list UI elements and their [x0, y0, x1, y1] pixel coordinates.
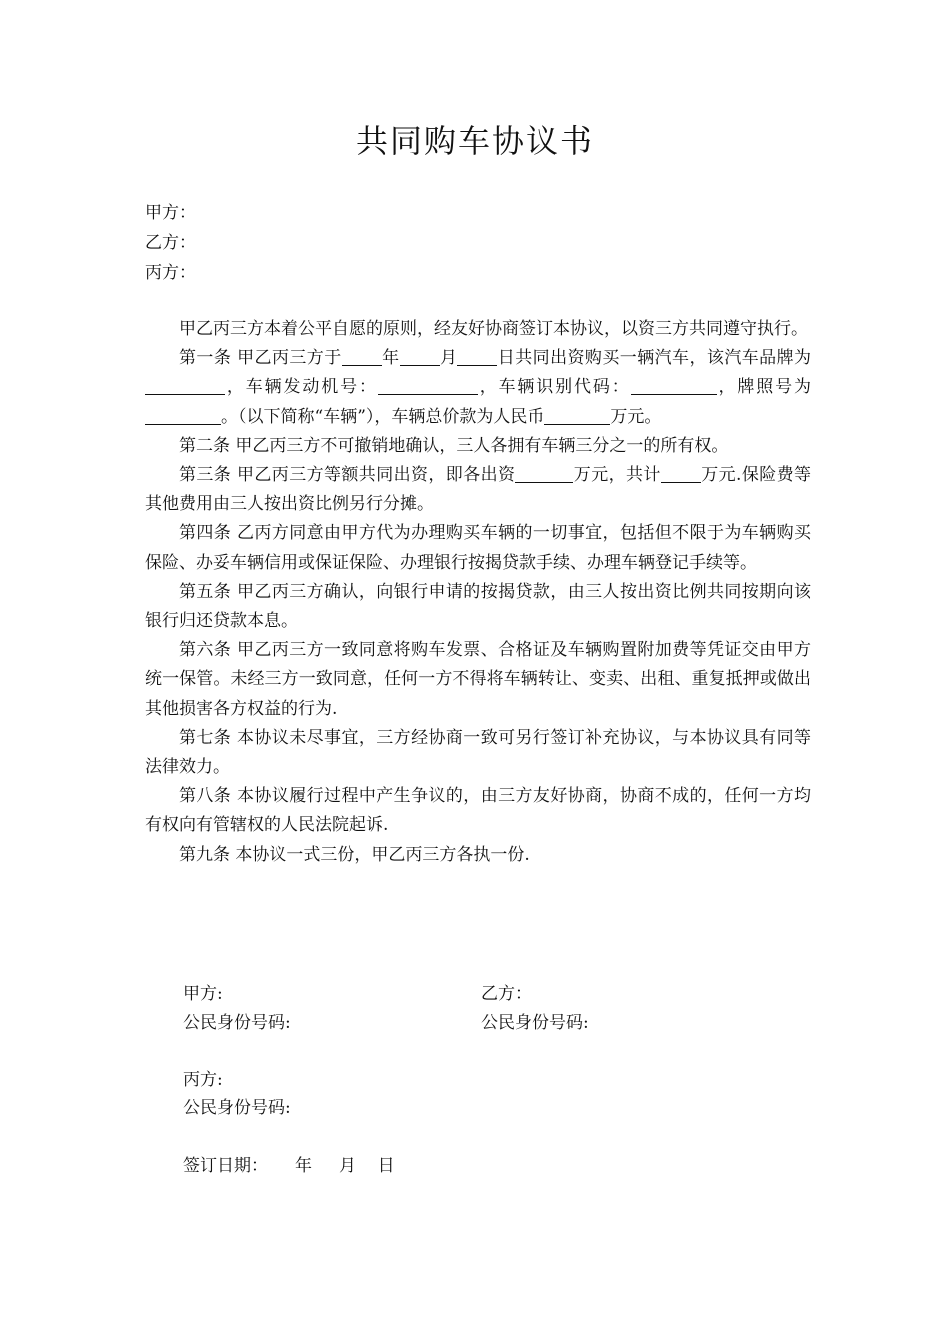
signature-party-c: 丙方: — [183, 1070, 223, 1090]
article-5: 第五条 甲乙丙三方确认，向银行申请的按揭贷款，由三人按出资比例共同按期向该银行归还贷款本息。 — [145, 581, 811, 632]
article-1: 第一条 甲乙丙三方于 年 月 日共同出资购买一辆汽车，该汽车品牌为，车辆发动机号： ，车辆识别代码： ，牌照号为。（以下简称“车辆”），车辆总价款为人民币 万元。 — [145, 344, 811, 432]
brand-blank — [145, 377, 225, 395]
article-3: 第三条 甲乙丙三方等额共同出资，即各出资 万元，共计 万元.保险费等其他费用由三人按出资比例另行分摊。 — [145, 465, 812, 515]
month-blank — [400, 348, 440, 366]
article-9: 第九条 本协议一式三份，甲乙丙三方各执一份. — [179, 844, 530, 865]
article-2: 第二条 甲乙丙三方不可撤销地确认，三人各拥有车辆三分之一的所有权。 — [179, 435, 729, 456]
total-price-blank — [544, 407, 610, 425]
plate-number-blank — [145, 407, 221, 425]
party-a-label: 甲方： — [145, 203, 196, 223]
party-b-label: 乙方： — [145, 233, 196, 253]
article-8: 第八条 本协议履行过程中产生争议的，由三方友好协商，协商不成的，任何一方均有权向有管辖权的人民法院起诉. — [145, 786, 811, 836]
article-6: 第六条 甲乙丙三方一致同意将购车发票、合格证及车辆购置附加费等凭证交由甲方统一保管。未经三方一致同意，任何一方不得将车辆转让、变卖、出租、重复抵押或做出其他损害各方权益的行为. — [145, 640, 811, 719]
vin-blank — [631, 377, 717, 395]
article-4: 第四条 乙丙方同意由甲方代为办理购买车辆的一切事宜，包括但不限于为车辆购买保险、办妥车辆信用或保证保险、办理银行按揭贷款手续、办理车辆登记手续等。 — [145, 523, 811, 573]
signature-party-a: 甲方: — [183, 984, 223, 1004]
day-blank — [457, 348, 497, 366]
document-title: 共同购车协议书 — [355, 122, 594, 160]
agreement-body — [145, 315, 811, 870]
intro-paragraph: 甲乙丙三方本着公平自愿的原则，经友好协商签订本协议，以资三方共同遵守执行。 — [179, 319, 808, 339]
contribution-blank — [515, 465, 573, 483]
total-contribution-blank — [661, 465, 701, 483]
signature-party-b-id: 公民身份号码: — [481, 1013, 589, 1033]
signing-date: 签订日期： 年 月 日 — [183, 1156, 395, 1176]
party-c-label: 丙方： — [145, 263, 196, 283]
article-7: 第七条 本协议未尽事宜，三方经协商一致可另行签订补充协议，与本协议具有同等法律效力。 — [145, 727, 811, 778]
signature-party-a-id: 公民身份号码: — [183, 1013, 291, 1033]
year-blank — [342, 348, 382, 366]
engine-number-blank — [378, 377, 478, 395]
signature-party-c-id: 公民身份号码: — [183, 1098, 291, 1118]
signature-party-b: 乙方： — [481, 984, 532, 1004]
